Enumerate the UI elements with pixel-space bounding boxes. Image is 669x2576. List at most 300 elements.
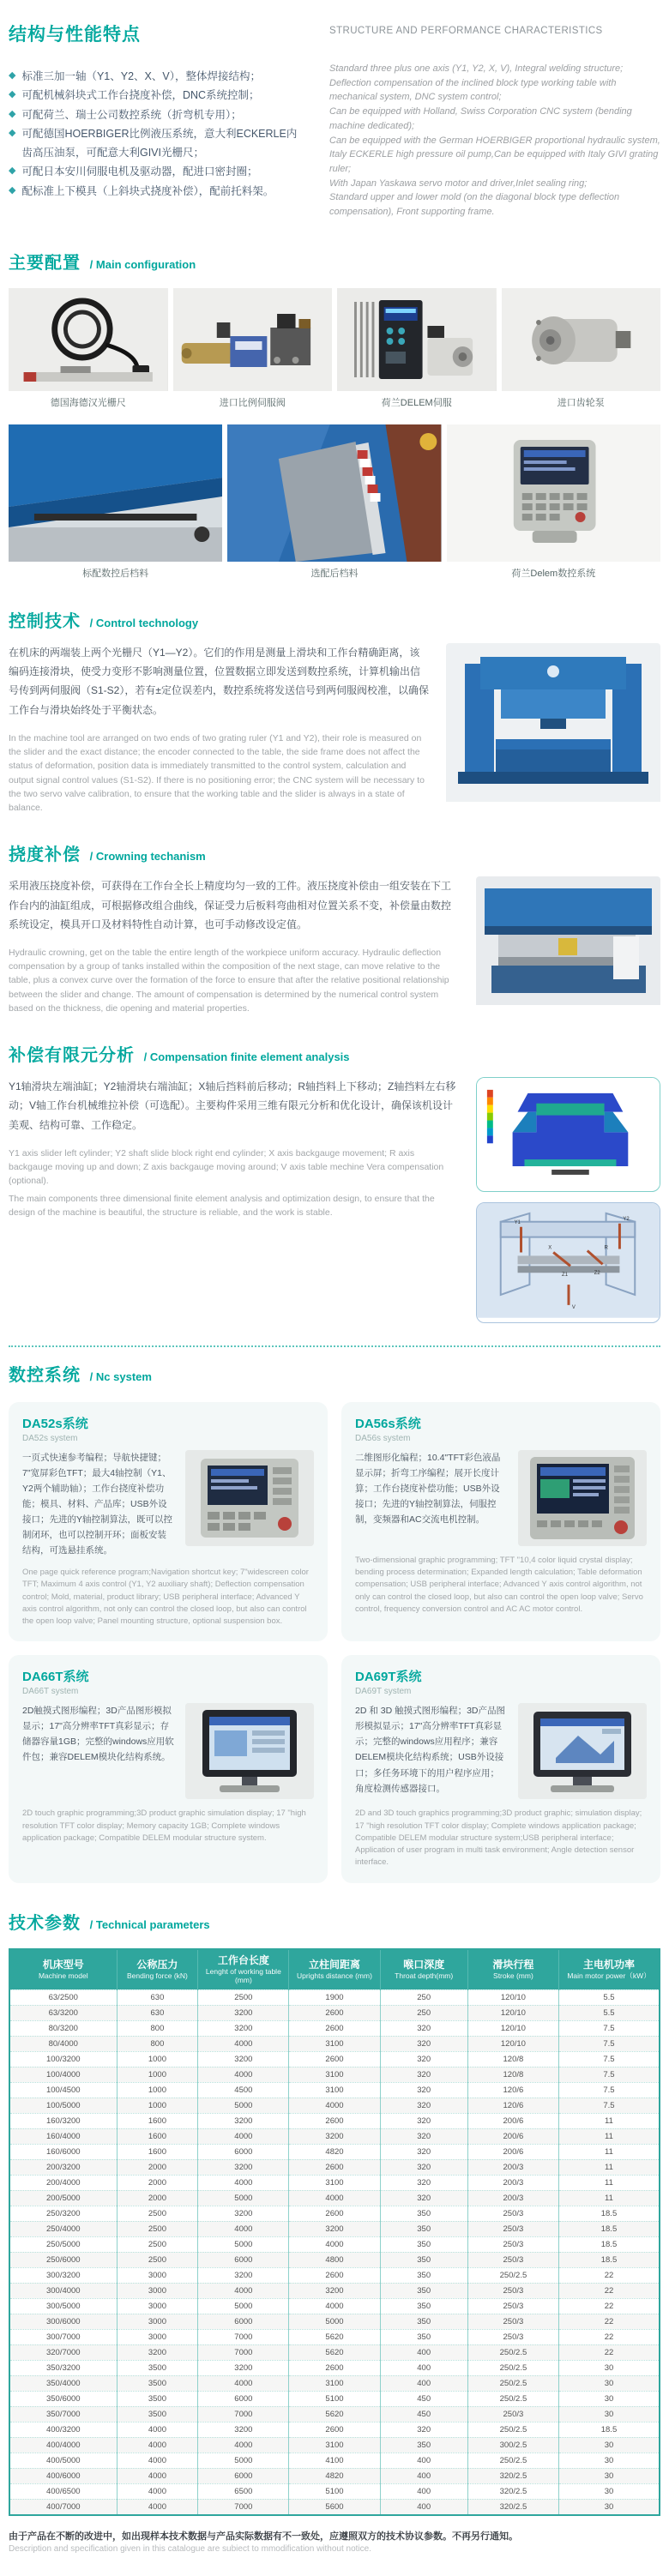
spec-cell: 7.5 (558, 2067, 660, 2082)
spec-table-row (9, 2406, 660, 2422)
spec-cell: 3500 (117, 2406, 198, 2422)
spec-cell: 250/2.5 (467, 2422, 558, 2437)
spec-cell: 7.5 (558, 2051, 660, 2067)
spec-cell: 7000 (198, 2344, 289, 2360)
features-cn-column (9, 19, 307, 223)
spec-cell: 320 (380, 2051, 467, 2067)
feature-bullet-text: 可配德国HOERBIGER比例液压系统，意大利ECKERLE内齿高压油泵，可配意大利GIVI光栅尺； (21, 127, 298, 159)
feature-paragraph-en: Can be equipped with Holland, Swiss Corporation CNC system (bending machine dedicated); (329, 106, 632, 131)
spec-cell: 320 (380, 2190, 467, 2206)
spec-cell: 400 (380, 2499, 467, 2515)
config-photo-row-2 (9, 424, 660, 581)
spec-cell: 320 (380, 2098, 467, 2113)
spec-cell: 22 (558, 2344, 660, 2360)
crowning-machine-photo (476, 876, 660, 1009)
nc-card-text-cn: 一页式快速参考编程；导航快捷键；7"宽屏彩色TFT；最大4轴控制（Y1、Y2两个辅助轴）；工作台挠度补偿功能；模具、材料、产品库；USB外设接口；先进的Y轴控制算法，既可以控制闭环，也可以控制开环；面板安装结构，可选悬挂系统。 (22, 1452, 173, 1556)
svg-text:V: V (571, 1304, 576, 1310)
spec-cell: 11 (558, 2175, 660, 2190)
section-heading (9, 1361, 660, 1387)
config-item (9, 424, 222, 581)
nc-card-text-cn: 二维图形化编程；10.4"TFT彩色液晶显示屏；折弯工序编程；展开长度计算；工作台挠度补偿功能；USB外设接口；先进的Y轴控制算法，伺服控制，变频器和AC交流电机控制。 (355, 1452, 501, 1525)
section-structure-features (9, 0, 660, 223)
page-title-en: STRUCTURE AND PERFORMANCE CHARACTERISTICS (329, 26, 603, 36)
spec-cell: 400 (380, 2344, 467, 2360)
spec-cell: 250/6000 (9, 2252, 117, 2267)
spec-cell: 160/4000 (9, 2128, 117, 2144)
spec-table-row (9, 2098, 660, 2113)
spec-column-header: 机床型号 Machine model (9, 1949, 117, 1990)
spec-cell: 630 (117, 2005, 198, 2020)
spec-cell: 320/2.5 (467, 2483, 558, 2499)
heading-en: / Compensation finite element analysis (143, 1050, 350, 1064)
spec-cell: 4820 (289, 2468, 380, 2483)
photo-caption: 荷兰Delem数控系统 (511, 569, 596, 579)
spec-cell: 250/4000 (9, 2221, 117, 2236)
spec-table-row (9, 2499, 660, 2515)
spec-cell: 5620 (289, 2344, 380, 2360)
spec-cell: 320 (380, 2128, 467, 2144)
spec-cell: 450 (380, 2406, 467, 2422)
spec-cell: 3000 (117, 2267, 198, 2283)
spec-cell: 4820 (289, 2144, 380, 2159)
spec-table-row (9, 2437, 660, 2453)
spec-cell: 30 (558, 2453, 660, 2468)
spec-cell: 2600 (289, 2159, 380, 2175)
spec-cell: 5100 (289, 2391, 380, 2406)
spec-cell: 350 (380, 2221, 467, 2236)
spec-cell: 18.5 (558, 2236, 660, 2252)
feature-bullet (9, 86, 307, 105)
spec-cell: 5000 (198, 2098, 289, 2113)
spec-cell: 22 (558, 2329, 660, 2344)
spec-cell: 250/3 (467, 2329, 558, 2344)
nc-card-subtitle: DA56s system (355, 1433, 411, 1443)
spec-cell: 3100 (289, 2375, 380, 2391)
crowning-cn: 采用液压挠度补偿，可获得在工作台全长上精度均匀一致的工件。液压挠度补偿由一组安装在下工作台内的油缸组成，可根据修改组合曲线，保证受力后板料弯曲相对位置关系不变，补偿量由数控系统设定，模具开口及材料特性自动计算，也可手动修改设定值。 (9, 880, 452, 930)
spec-cell: 18.5 (558, 2252, 660, 2267)
spec-cell: 3200 (198, 2159, 289, 2175)
section-heading (9, 607, 660, 633)
spec-cell: 250/5000 (9, 2236, 117, 2252)
spec-cell: 400 (380, 2360, 467, 2375)
spec-cell: 320 (380, 2067, 467, 2082)
control-tech-cn: 在机床的两端装上两个光栅尺（Y1—Y2）。它们的作用是测量上滑块和工作台精确距离，该编码连接滑块，使受力变形不影响测量位置，位置数据立即发送到数控系统，计算机输出信号传到两伺服阀（S1-S2），若有±定位误差内，数控系统将发送信号到两伺服阀校准，以确保工作台与滑块始终处于平衡状态。 (9, 647, 429, 716)
nc-card-title: DA52s系统 (22, 1416, 88, 1431)
spec-cell: 100/3200 (9, 2051, 117, 2067)
feature-paragraph-en: Standard three plus one axis (Y1, Y2, X, V), Integral welding structure; (329, 63, 624, 74)
spec-cell: 4000 (117, 2437, 198, 2453)
feature-bullet (9, 124, 307, 163)
spec-cell: 5000 (198, 2190, 289, 2206)
spec-table-row (9, 2175, 660, 2190)
spec-table (9, 1948, 660, 2516)
spec-cell: 4000 (289, 2298, 380, 2314)
spec-cell: 300/4000 (9, 2283, 117, 2298)
spec-cell: 300/6000 (9, 2314, 117, 2329)
da56s-controller-image (518, 1450, 647, 1546)
spec-cell: 120/8 (467, 2051, 558, 2067)
spec-cell: 5600 (289, 2499, 380, 2515)
nc-card-subtitle: DA69T system (355, 1687, 412, 1697)
spec-cell: 5.5 (558, 2005, 660, 2020)
heading-cn: 技术参数 (9, 1913, 81, 1933)
config-photo-row-1 (9, 288, 660, 411)
footer-note-en: Description and specification given in this catalogue are subiect to mmodification without notice. (9, 2543, 372, 2554)
spec-table-row (9, 2360, 660, 2375)
spec-cell: 30 (558, 2406, 660, 2422)
spec-cell: 250/3 (467, 2283, 558, 2298)
feature-paragraph-en: Can be equipped with the German HOERBIGER proportional hydraulic system, Italy ECKERLE high pressure oil pump,Can be equipped with Italy GIVI grating ruler; (329, 135, 660, 175)
spec-cell: 30 (558, 2391, 660, 2406)
spec-cell: 3100 (289, 2175, 380, 2190)
spec-cell: 300/5000 (9, 2298, 117, 2314)
spec-cell: 4000 (198, 2175, 289, 2190)
feature-paragraph-en: With Japan Yaskawa servo motor and driver,Inlet sealing ring; (329, 178, 588, 189)
spec-cell: 350 (380, 2314, 467, 2329)
spec-cell: 320 (380, 2175, 467, 2190)
spec-cell: 3200 (198, 2206, 289, 2221)
spec-column-header: 立柱间距离 Uprights distance (mm) (289, 1949, 380, 1990)
nc-card-da69t (341, 1655, 660, 1882)
photo-delem-cnc-console (447, 424, 660, 562)
spec-table-row (9, 2206, 660, 2221)
spec-cell: 300/7000 (9, 2329, 117, 2344)
fea-en-2: The main components three dimensional finite element analysis and optimization design, to ensure that the design of the machine is beautiful, the structure is reliable, and the work is stable. (9, 1193, 435, 1218)
spec-cell: 350 (380, 2267, 467, 2283)
spec-cell: 4500 (198, 2082, 289, 2098)
spec-cell: 4000 (117, 2483, 198, 2499)
spec-cell: 3200 (289, 2283, 380, 2298)
diamond-bullet-icon: ◆ (9, 184, 16, 196)
spec-cell: 5000 (198, 2453, 289, 2468)
spec-cell: 320/7000 (9, 2344, 117, 2360)
feature-bullet (9, 162, 307, 181)
spec-cell: 200/4000 (9, 2175, 117, 2190)
spec-cell: 2000 (117, 2159, 198, 2175)
spec-cell: 5100 (289, 2483, 380, 2499)
spec-cell: 200/3 (467, 2190, 558, 2206)
diamond-bullet-icon: ◆ (9, 127, 16, 138)
spec-cell: 200/3 (467, 2175, 558, 2190)
spec-cell: 250/2.5 (467, 2344, 558, 2360)
spec-cell: 3000 (117, 2283, 198, 2298)
spec-cell: 22 (558, 2267, 660, 2283)
photo-standard-backgauge (9, 424, 222, 562)
feature-paragraph-en: Deflection compensation of the inclined block type working table with mechanical system, DNC system control; (329, 77, 617, 103)
spec-cell: 11 (558, 2159, 660, 2175)
section-heading (9, 1909, 660, 1935)
photo-caption: 选配后档料 (310, 569, 359, 579)
spec-cell: 1000 (117, 2067, 198, 2082)
spec-cell: 4100 (289, 2453, 380, 2468)
spec-cell: 250/3 (467, 2206, 558, 2221)
spec-cell: 250/3200 (9, 2206, 117, 2221)
section-crowning (9, 840, 660, 1015)
spec-cell: 800 (117, 2020, 198, 2036)
nc-card-grid (9, 1402, 660, 1883)
spec-column-header: 滑块行程 Stroke (mm) (467, 1949, 558, 1990)
spec-cell: 30 (558, 2360, 660, 2375)
spec-cell: 3000 (117, 2314, 198, 2329)
heading-en: / Control technology (89, 617, 199, 629)
feature-bullet-text: 标准三加一轴（Y1、Y2、X、V），整体焊接结构； (21, 70, 261, 82)
spec-cell: 5000 (198, 2236, 289, 2252)
spec-cell: 250/3 (467, 2298, 558, 2314)
nc-card-subtitle: DA66T system (22, 1687, 79, 1697)
section-technical-parameters (9, 1909, 660, 2576)
spec-table-row (9, 2221, 660, 2236)
spec-table-row (9, 2483, 660, 2499)
spec-cell: 250/3 (467, 2221, 558, 2236)
spec-table-row (9, 2298, 660, 2314)
spec-cell: 4000 (198, 2221, 289, 2236)
spec-table-row (9, 2283, 660, 2298)
spec-cell: 4000 (198, 2067, 289, 2082)
section-heading (9, 249, 660, 274)
spec-cell: 2500 (117, 2221, 198, 2236)
spec-cell: 250/3 (467, 2236, 558, 2252)
spec-cell: 3200 (198, 2051, 289, 2067)
svg-text:R: R (604, 1245, 608, 1251)
spec-cell: 6000 (198, 2144, 289, 2159)
spec-cell: 5.5 (558, 1989, 660, 2005)
spec-cell: 80/3200 (9, 2020, 117, 2036)
spec-cell: 3500 (117, 2391, 198, 2406)
spec-table-row (9, 2067, 660, 2082)
nc-card-title: DA56s系统 (355, 1416, 421, 1431)
spec-cell: 250/2.5 (467, 2267, 558, 2283)
section-main-configuration (9, 249, 660, 581)
spec-cell: 3200 (198, 2422, 289, 2437)
nc-card-title: DA66T系统 (22, 1670, 89, 1685)
diamond-bullet-icon: ◆ (9, 108, 16, 119)
spec-cell: 2600 (289, 2051, 380, 2067)
nc-card-subtitle: DA52s system (22, 1433, 78, 1443)
feature-bullet (9, 105, 307, 124)
spec-cell: 1900 (289, 1989, 380, 2005)
spec-cell: 2500 (117, 2252, 198, 2267)
section-heading (9, 1041, 660, 1067)
spec-cell: 1600 (117, 2113, 198, 2128)
nc-card-text-en: 2D touch graphic programming;3D product graphic simulation display; 17 "high resolution TFT color display; Memory capacity 1GB; Complete windows application package; Compatible DELEM modular structure system. (22, 1809, 306, 1843)
spec-table-row (9, 2082, 660, 2098)
spec-cell: 3100 (289, 2067, 380, 2082)
spec-cell: 120/10 (467, 2036, 558, 2051)
heading-cn: 补偿有限元分析 (9, 1046, 135, 1066)
spec-cell: 200/5000 (9, 2190, 117, 2206)
spec-cell: 6000 (198, 2391, 289, 2406)
heading-cn: 控制技术 (9, 612, 81, 631)
heading-en: / Crowning techanism (89, 850, 206, 864)
spec-cell: 7000 (198, 2499, 289, 2515)
fea-axes-image (476, 1202, 660, 1323)
footer-note-cn: 由于产品在不断的改进中，如出现样本技术数据与产品实际数据有不一致处，应遵照双方的技术协议参数。不再另行通知。 (9, 2531, 518, 2542)
spec-cell: 4000 (117, 2499, 198, 2515)
spec-cell: 1600 (117, 2128, 198, 2144)
spec-cell: 3100 (289, 2082, 380, 2098)
section-control-technology (9, 607, 660, 815)
spec-column-header: 工作台长度 Lenght of working table (mm) (198, 1949, 289, 1990)
spec-cell: 200/6 (467, 2128, 558, 2144)
feature-bullet-text: 可配日本安川伺服电机及驱动器，配进口密封圈； (21, 166, 258, 178)
spec-cell: 350 (380, 2437, 467, 2453)
spec-cell: 3200 (198, 2020, 289, 2036)
spec-cell: 400/4000 (9, 2437, 117, 2453)
spec-cell: 100/4500 (9, 2082, 117, 2098)
spec-cell: 350 (380, 2298, 467, 2314)
spec-cell: 4000 (117, 2453, 198, 2468)
spec-cell: 6000 (198, 2314, 289, 2329)
fea-text (9, 1077, 459, 1219)
spec-cell: 100/5000 (9, 2098, 117, 2113)
spec-cell: 6000 (198, 2252, 289, 2267)
heading-en: / Main configuration (89, 258, 196, 271)
nc-card-da66t (9, 1655, 328, 1882)
spec-cell: 120/10 (467, 2020, 558, 2036)
spec-cell: 120/6 (467, 2098, 558, 2113)
spec-cell: 63/2500 (9, 1989, 117, 2005)
spec-cell: 3200 (117, 2344, 198, 2360)
svg-text:Y2: Y2 (623, 1216, 630, 1222)
spec-table-row (9, 2128, 660, 2144)
photo-caption: 标配数控后档料 (82, 569, 149, 579)
spec-cell: 6500 (198, 2483, 289, 2499)
feature-bullet-list (9, 67, 307, 201)
spec-cell: 350 (380, 2329, 467, 2344)
spec-cell: 2600 (289, 2020, 380, 2036)
spec-cell: 11 (558, 2113, 660, 2128)
da69t-controller-image (518, 1703, 647, 1799)
spec-cell: 350/6000 (9, 2391, 117, 2406)
spec-cell: 2600 (289, 2267, 380, 2283)
spec-cell: 30 (558, 2437, 660, 2453)
spec-cell: 2600 (289, 2005, 380, 2020)
spec-cell: 450 (380, 2391, 467, 2406)
control-tech-text (9, 643, 429, 815)
spec-cell: 300/3200 (9, 2267, 117, 2283)
spec-cell: 3200 (289, 2128, 380, 2144)
spec-cell: 1000 (117, 2051, 198, 2067)
diamond-bullet-icon: ◆ (9, 166, 16, 177)
section-heading (9, 840, 660, 866)
spec-cell: 11 (558, 2190, 660, 2206)
spec-cell: 1600 (117, 2144, 198, 2159)
spec-cell: 250/3 (467, 2406, 558, 2422)
spec-table-row (9, 2020, 660, 2036)
spec-cell: 200/3200 (9, 2159, 117, 2175)
spec-cell: 7.5 (558, 2082, 660, 2098)
footer-note (9, 2529, 660, 2576)
photo-caption: 德国海德汉光栅尺 (50, 398, 126, 408)
spec-cell: 350 (380, 2252, 467, 2267)
spec-cell: 2500 (117, 2236, 198, 2252)
photo-gear-pump (502, 288, 661, 391)
spec-cell: 320 (380, 2036, 467, 2051)
spec-cell: 3200 (289, 2221, 380, 2236)
heading-cn: 数控系统 (9, 1365, 81, 1385)
spec-cell: 350/3200 (9, 2360, 117, 2375)
spec-cell: 320 (380, 2144, 467, 2159)
spec-cell: 3200 (198, 2360, 289, 2375)
spec-cell: 400/6500 (9, 2483, 117, 2499)
spec-cell: 400 (380, 2468, 467, 2483)
dotted-divider (9, 1345, 660, 1347)
spec-table-row (9, 2190, 660, 2206)
spec-cell: 30 (558, 2499, 660, 2515)
spec-table-row (9, 2051, 660, 2067)
nc-card-text-en: One page quick reference program;Navigation shortcut key; 7"widescreen color TFT; Maximum 4 axis control (Y1, Y2 auxiliary shaft); Deflection compensation control; Mold, material, product library; USB peripheral interface; Advanced Y axis control algorithm, not only can control the closed loop, but also can control the open loop valve; Panel mounting structure, optional suspension box. (22, 1568, 309, 1627)
spec-cell: 400 (380, 2453, 467, 2468)
spec-cell: 2500 (198, 1989, 289, 2005)
photo-delem-servo-drive (337, 288, 497, 391)
spec-cell: 4000 (198, 2128, 289, 2144)
config-item (9, 288, 168, 411)
spec-cell: 400/7000 (9, 2499, 117, 2515)
spec-table-row (9, 2468, 660, 2483)
spec-cell: 11 (558, 2128, 660, 2144)
spec-cell: 7.5 (558, 2036, 660, 2051)
diamond-bullet-icon: ◆ (9, 70, 16, 81)
spec-cell: 3000 (117, 2329, 198, 2344)
spec-cell: 30 (558, 2483, 660, 2499)
spec-cell: 4000 (289, 2098, 380, 2113)
spec-cell: 22 (558, 2298, 660, 2314)
spec-cell: 200/3 (467, 2159, 558, 2175)
spec-cell: 400/6000 (9, 2468, 117, 2483)
spec-cell: 7000 (198, 2329, 289, 2344)
features-en-column (307, 19, 660, 223)
crowning-en: Hydraulic crowning, get on the table the entire length of the workpiece uniform accuracy. Hydraulic deflection compensation by a group of tanks installed within the composition of the next stage, can move relative to the table, plus a convex curve over the formation of the force to ensure that after the relative positional relationship between the slider and change. The amount of compensation is determined by the numerical control system based on the thickness, die opening and material properties. (9, 947, 449, 1014)
spec-cell: 1000 (117, 2082, 198, 2098)
feature-bullet-text: 可配荷兰、瑞士公司数控系统（折弯机专用）； (21, 108, 242, 121)
spec-cell: 30 (558, 2468, 660, 2483)
spec-cell: 5000 (198, 2298, 289, 2314)
feature-paragraph-en: Standard upper and lower mold (on the diagonal block type deflection compensation), Front supporting frame. (329, 192, 620, 218)
spec-table-row (9, 2005, 660, 2020)
svg-text:X: X (548, 1245, 552, 1251)
spec-cell: 320/2.5 (467, 2468, 558, 2483)
spec-cell: 320 (380, 2020, 467, 2036)
spec-cell: 400 (380, 2375, 467, 2391)
nc-card-da56s (341, 1402, 660, 1642)
spec-cell: 350/7000 (9, 2406, 117, 2422)
spec-cell: 350 (380, 2206, 467, 2221)
config-item (337, 288, 497, 411)
svg-text:Z1: Z1 (562, 1273, 568, 1279)
fea-images (476, 1077, 660, 1323)
spec-cell: 200/6 (467, 2144, 558, 2159)
spec-cell: 350/4000 (9, 2375, 117, 2391)
photo-grating-ruler (9, 288, 168, 391)
spec-table-row (9, 1989, 660, 2005)
spec-table-row (9, 2391, 660, 2406)
spec-cell: 4000 (289, 2236, 380, 2252)
spec-table-row (9, 2144, 660, 2159)
photo-servo-valve (173, 288, 333, 391)
spec-cell: 250/2.5 (467, 2360, 558, 2375)
nc-card-text-cn: 2D 和 3D 触摸式图形编程；3D产品图形模拟显示；17"高分辨率TFT真彩显示；完整的windows应用程序；兼容DELEM模块化结构系统；USB外设接口；多任务环境下的用户程序应用；角度检测传感器接口。 (355, 1706, 506, 1794)
spec-cell: 120/8 (467, 2067, 558, 2082)
spec-cell: 63/3200 (9, 2005, 117, 2020)
spec-cell: 250/3 (467, 2252, 558, 2267)
spec-cell: 250 (380, 1989, 467, 2005)
da52s-controller-image (185, 1450, 314, 1546)
feature-paragraphs-en (329, 62, 660, 220)
spec-cell: 3200 (198, 2113, 289, 2128)
spec-cell: 120/10 (467, 1989, 558, 2005)
feature-bullet (9, 182, 307, 201)
spec-cell: 18.5 (558, 2206, 660, 2221)
